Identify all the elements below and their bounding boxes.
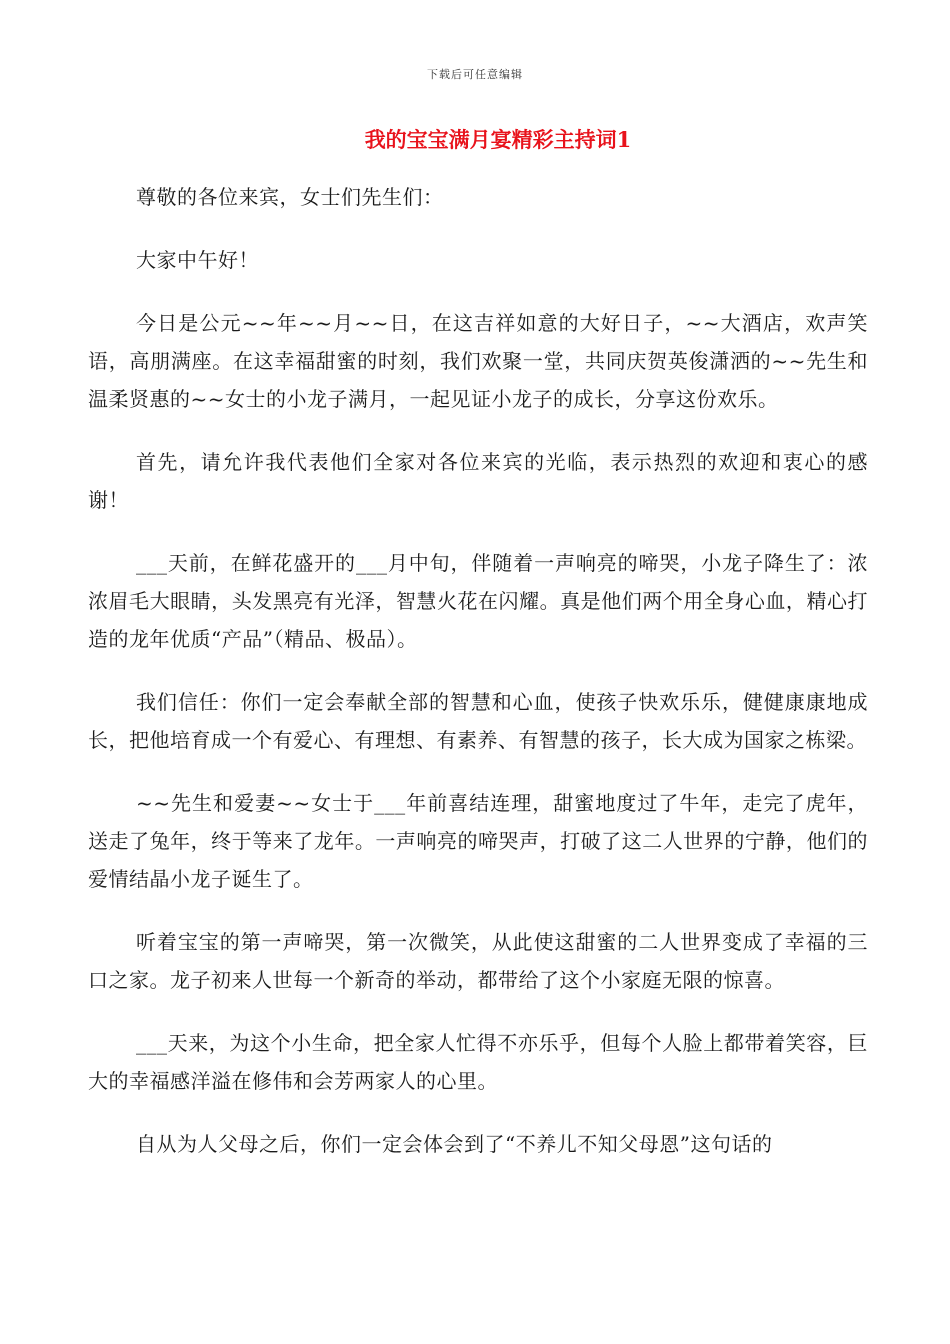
- paragraph-busy-days: ___天来，为这个小生命，把全家人忙得不亦乐乎，但每个人脸上都带着笑容，巨大的幸福感洋溢在修伟和会芳两家人的心里。: [88, 1031, 868, 1093]
- paragraph-date-venue: 今日是公元~~年~~月~~日，在这吉祥如意的大好日子，~~大酒店，欢声笑语，高朋满座。在这幸福甜蜜的时刻，我们欢聚一堂，共同庆贺英俊潇洒的~~先生和温柔贤惠的~~女士的小龙子满月，一起见证小龙子的成长，分享这份欢乐。: [88, 311, 868, 411]
- paragraph-greeting: 尊敬的各位来宾，女士们先生们：: [136, 185, 444, 209]
- paragraph-first-cry: 听着宝宝的第一声啼哭，第一次微笑，从此使这甜蜜的二人世界变成了幸福的三口之家。龙子初来人世每一个新奇的举动，都带给了这个小家庭无限的惊喜。: [88, 930, 868, 992]
- document-body: [88, 178, 868, 1188]
- paragraph-good-noon: 大家中午好！: [136, 248, 259, 272]
- paragraph-welcome: 首先，请允许我代表他们全家对各位来宾的光临，表示热烈的欢迎和衷心的感谢！: [88, 450, 868, 512]
- paragraph-marriage: ~~先生和爱妻~~女士于___年前喜结连理，甜蜜地度过了牛年，走完了虎年，送走了兔年，终于等来了龙年。一声响亮的啼哭声，打破了这二人世界的宁静，他们的爱情结晶小龙子诞生了。: [88, 791, 868, 891]
- paragraph-belief: 我们信任：你们一定会奉献全部的智慧和心血，使孩子快欢乐乐，健健康康地成长，把他培育成一个有爱心、有理想、有素养、有智慧的孩子，长大成为国家之栋梁。: [88, 690, 868, 752]
- paragraph-birth: ___天前，在鲜花盛开的___月中旬，伴随着一声响亮的啼哭，小龙子降生了：浓浓眉毛大眼睛，头发黑亮有光泽，智慧火花在闪耀。真是他们两个用全身心血，精心打造的龙年优质“产品”（精品、极品）。: [88, 551, 868, 651]
- paragraph-parents: 自从为人父母之后，你们一定会体会到了“不养儿不知父母恩”这句话的: [136, 1132, 773, 1156]
- document-title: 我的宝宝满月宴精彩主持词1: [364, 127, 632, 152]
- header-note: 下载后可任意编辑: [427, 68, 523, 81]
